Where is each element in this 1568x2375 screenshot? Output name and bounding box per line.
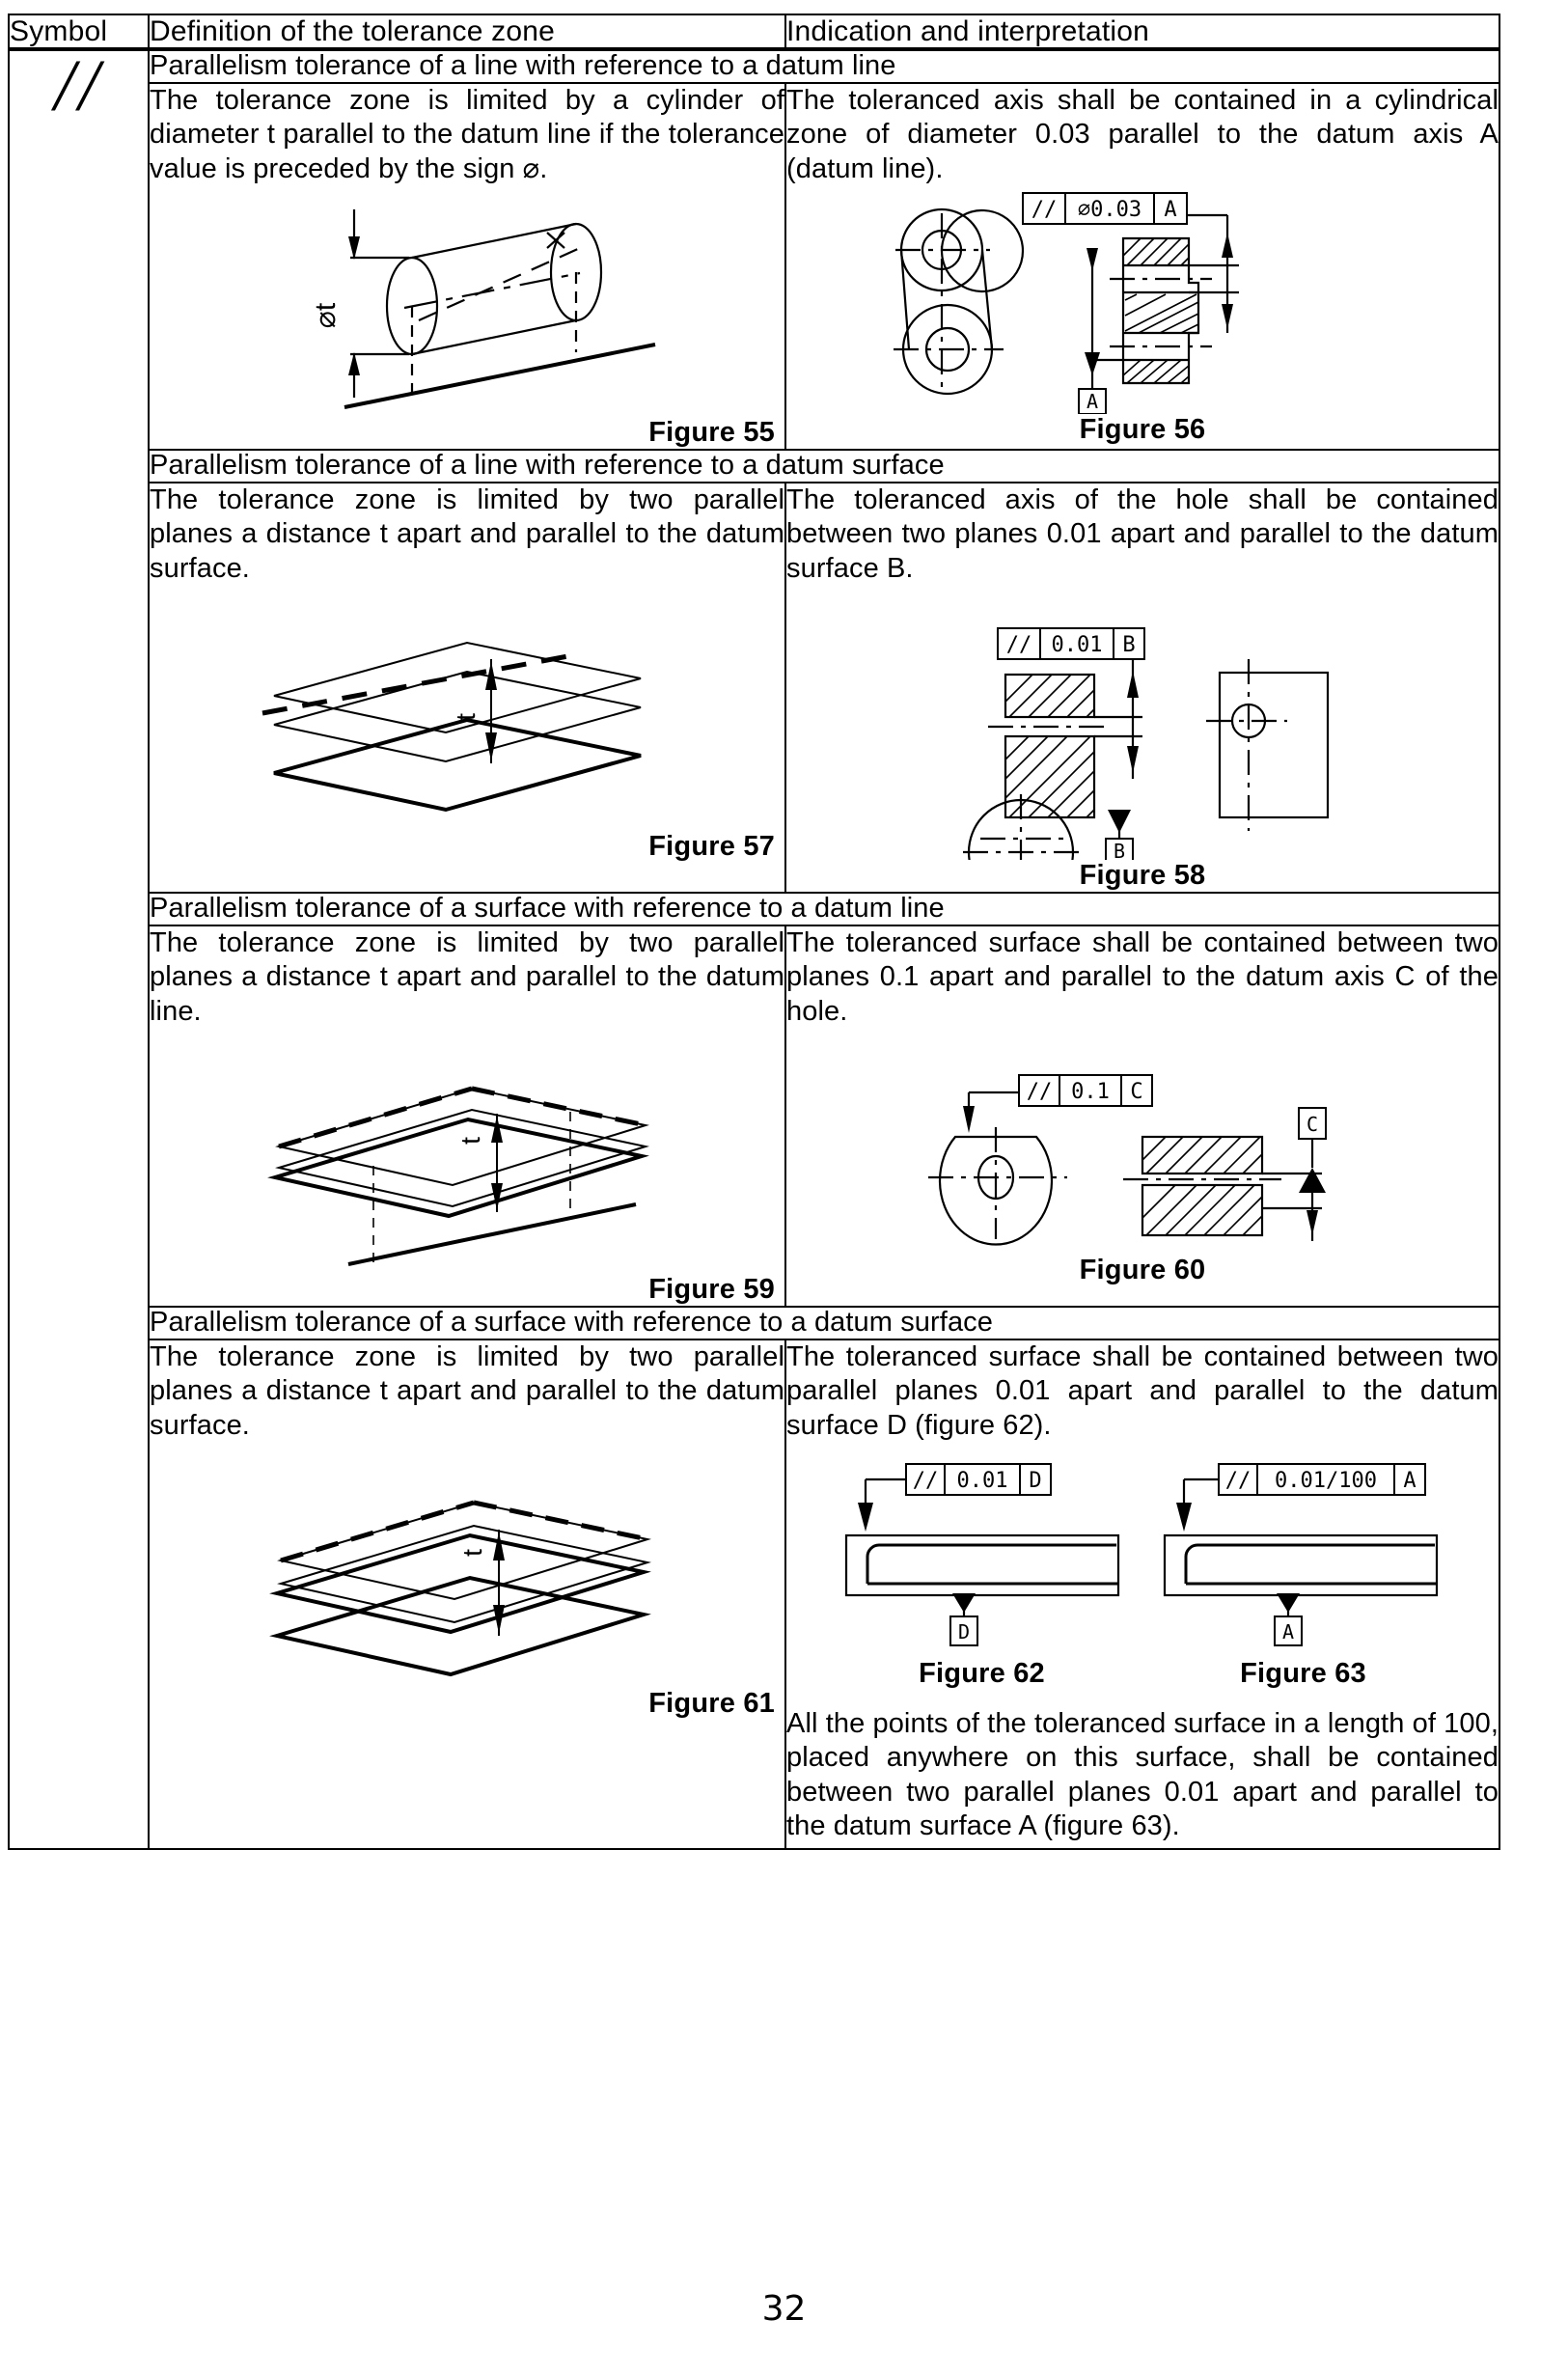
svg-text:B: B <box>1113 840 1126 861</box>
fcf-symbol-58: // <box>1005 633 1032 658</box>
figure-label-61: Figure 61 <box>648 1688 775 1720</box>
t-label-57: t <box>451 713 481 721</box>
figure-59-drawing <box>150 1033 784 1274</box>
section-heading-4: Parallelism tolerance of a surface with reference to a datum surface <box>149 1307 1499 1339</box>
definition-text-3: The tolerance zone is limited by two parallel planes a distance t apart and parallel to the datum line. <box>150 926 784 1027</box>
fcf-symbol-62: // <box>912 1469 939 1494</box>
section-heading-1: Parallelism tolerance of a line with reference to a datum line <box>149 49 1499 83</box>
svg-text:C: C <box>1306 1113 1319 1137</box>
feature-control-frame-56 <box>1023 193 1187 224</box>
header-indication: Indication and interpretation <box>785 14 1499 49</box>
indication-text-3: The toleranced surface shall be contained between two planes 0.1 apart and parallel to the datum axis C of the hole. <box>786 926 1499 1027</box>
figure-61-drawing <box>150 1447 784 1688</box>
feature-control-frame-60 <box>1019 1075 1152 1106</box>
section-heading-row-1 <box>9 49 1499 83</box>
figure-label-row-58 <box>786 860 1499 892</box>
diameter-t-label: ⌀t <box>310 302 342 329</box>
page-number: 32 <box>761 2289 807 2329</box>
figure-label-59: Figure 59 <box>648 1274 775 1306</box>
figure-58-drawing <box>786 590 1499 860</box>
figure-label-57: Figure 57 <box>648 831 775 863</box>
fcf-datum-63: A <box>1403 1469 1417 1494</box>
section-heading-row-3 <box>9 893 1499 925</box>
figures-62-63-drawing <box>786 1447 1499 1654</box>
definition-text-4: The tolerance zone is limited by two parallel planes a distance t apart and parallel to the datum surface. <box>150 1340 784 1441</box>
fcf-tolerance-63: 0.01/100 <box>1275 1469 1377 1494</box>
datum-identifier-58 <box>1106 839 1133 860</box>
feature-control-frame-63 <box>1219 1464 1425 1495</box>
fcf-tolerance-56: ⌀0.03 <box>1077 198 1142 223</box>
figure-57-drawing <box>150 590 784 831</box>
two-parallel-planes-datum-line-diagram <box>231 1033 703 1274</box>
section-heading-2: Parallelism tolerance of a line with reference to a datum surface <box>149 450 1499 483</box>
t-label-59: t <box>455 1137 485 1145</box>
feature-control-frame-58 <box>998 628 1144 659</box>
plate-datum-parallelism-diagrams <box>810 1447 1475 1654</box>
section-heading-row-4 <box>9 1307 1499 1339</box>
section-content-row-3 <box>9 925 1499 1307</box>
figure-63-geometry <box>1165 1479 1437 1616</box>
parallelism-symbol-icon: // <box>54 45 103 126</box>
header-definition: Definition of the tolerance zone <box>149 14 785 49</box>
header-symbol: Symbol <box>9 14 149 49</box>
figure-label-row-57 <box>150 831 784 863</box>
definition-cell-4 <box>149 1339 785 1849</box>
fcf-symbol-56: // <box>1031 198 1058 223</box>
svg-text:A: A <box>1086 390 1099 414</box>
section-content-row-1 <box>9 83 1499 450</box>
figure-label-63: Figure 63 <box>1240 1658 1366 1690</box>
figure-label-62: Figure 62 <box>919 1658 1045 1690</box>
figure-label-58: Figure 58 <box>1079 860 1206 892</box>
indication-text-4: The toleranced surface shall be contained between two parallel planes 0.01 apart and parallel to the datum surface D (figure 62). <box>786 1340 1499 1441</box>
fcf-datum-58: B <box>1122 633 1136 658</box>
figure-label-56: Figure 56 <box>1079 414 1206 446</box>
indication-text-2: The toleranced axis of the hole shall be contained between two planes 0.01 apart and parallel to the datum surface B. <box>786 483 1499 584</box>
section-heading-row-2 <box>9 450 1499 483</box>
two-parallel-planes-datum-surface-diagram <box>235 590 699 831</box>
figure-label-row-56 <box>786 414 1499 446</box>
hole-axis-parallelism-diagram <box>834 590 1451 860</box>
fcf-tolerance-62: 0.01 <box>956 1469 1008 1494</box>
datum-identifier-56 <box>1079 389 1106 414</box>
figure-56-drawing <box>786 190 1499 414</box>
feature-control-frame-62 <box>906 1464 1051 1495</box>
svg-text:A: A <box>1281 1620 1295 1644</box>
fcf-symbol-60: // <box>1026 1080 1053 1105</box>
figure-label-row-62-63 <box>786 1654 1499 1699</box>
datum-identifier-62 <box>950 1616 977 1645</box>
definition-cell-3 <box>149 925 785 1307</box>
fcf-tolerance-58: 0.01 <box>1051 633 1103 658</box>
fcf-tolerance-60: 0.1 <box>1071 1080 1110 1105</box>
figure-62-geometry <box>846 1479 1118 1616</box>
svg-text:D: D <box>957 1620 971 1644</box>
definition-text-2: The tolerance zone is limited by two parallel planes a distance t apart and parallel to the datum surface. <box>150 483 784 584</box>
definition-cell-2 <box>149 483 785 893</box>
figure-label-row-61 <box>150 1688 784 1720</box>
figure-55-drawing <box>150 190 784 417</box>
datum-identifier-60 <box>1299 1108 1326 1139</box>
lever-part-parallelism-diagram <box>834 190 1451 414</box>
t-label-61: t <box>457 1549 487 1557</box>
indication-cell-3 <box>785 925 1499 1307</box>
section-content-row-4 <box>9 1339 1499 1849</box>
section-heading-3: Parallelism tolerance of a surface with reference to a datum line <box>149 893 1499 925</box>
figure-label-60: Figure 60 <box>1079 1255 1206 1286</box>
indication-cell-4 <box>785 1339 1499 1849</box>
table-header-row <box>9 14 1499 49</box>
datum-identifier-63 <box>1275 1616 1302 1645</box>
surface-between-two-parallel-planes-diagram <box>231 1447 703 1688</box>
indication-note-4: All the points of the toleranced surface in a length of 100, placed anywhere on this surface, shall be contained between two parallel planes 0.01 apart and parallel to the datum surface A (figure 63). <box>786 1708 1499 1842</box>
definition-text-1: The tolerance zone is limited by a cylinder of diameter t parallel to the datum line if the tolerance value is preceded by the sign ⌀. <box>150 84 784 184</box>
figure-label-55: Figure 55 <box>648 417 775 449</box>
surface-parallel-to-hole-axis-diagram <box>834 1033 1451 1255</box>
cylinder-tolerance-zone-diagram <box>240 190 694 417</box>
figure-label-row-59 <box>150 1274 784 1306</box>
fcf-datum-56: A <box>1164 198 1177 223</box>
indication-cell-2 <box>785 483 1499 893</box>
section-content-row-2 <box>9 483 1499 893</box>
fcf-symbol-63: // <box>1224 1469 1252 1494</box>
figure-60-drawing <box>786 1033 1499 1255</box>
fcf-datum-60: C <box>1130 1080 1143 1105</box>
figure-label-row-60 <box>786 1255 1499 1286</box>
figure-label-row-55 <box>150 417 784 449</box>
indication-text-1: The toleranced axis shall be contained in a cylindrical zone of diameter 0.03 parallel to the datum axis A (datum line). <box>786 84 1499 184</box>
indication-cell-1 <box>785 83 1499 450</box>
tolerance-table <box>8 14 1500 1850</box>
symbol-cell <box>9 45 149 1849</box>
definition-cell-1 <box>149 83 785 450</box>
fcf-datum-62: D <box>1029 1469 1042 1494</box>
